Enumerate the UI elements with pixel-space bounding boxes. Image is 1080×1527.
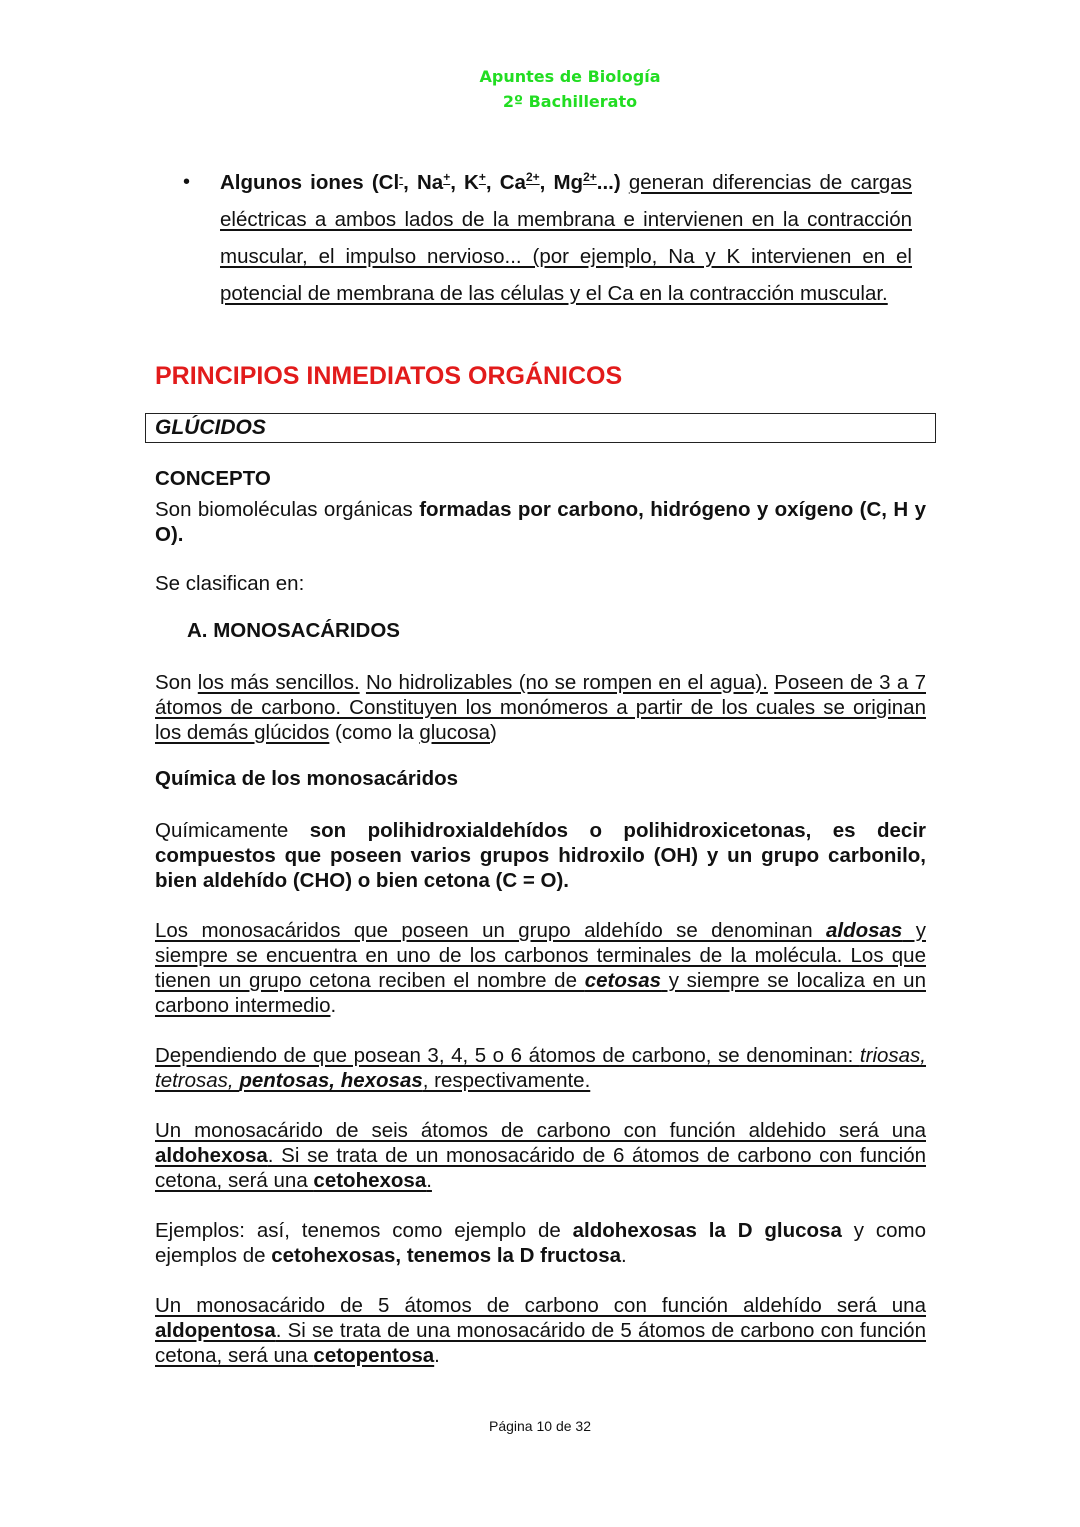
header-title: Apuntes de Biología xyxy=(479,67,661,86)
text-segment: triosas, tetrosas, xyxy=(155,1044,926,1092)
text-segment: . xyxy=(434,1344,440,1367)
text-segment: aldopentosa xyxy=(155,1319,276,1342)
concepto-heading: CONCEPTO xyxy=(155,467,271,490)
text-segment: y siempre se localiza en un carbono intermedio xyxy=(155,969,926,1017)
text-segment: Los monosacáridos que poseen un grupo aldehído se denominan xyxy=(155,919,826,942)
paragraph xyxy=(155,918,926,1018)
text-segment: aldohexosas la D glucosa xyxy=(572,1219,842,1242)
text-segment: Químicamente xyxy=(155,819,310,842)
quimica-heading: Química de los monosacáridos xyxy=(155,767,459,790)
text-segment: glucosa xyxy=(419,721,491,744)
text-segment: Se clasifican en: xyxy=(155,572,305,595)
text-segment: Ejemplos: así, tenemos como ejemplo de xyxy=(155,1219,573,1242)
text-segment: , Mg xyxy=(539,171,584,194)
page-number: Página 10 de 32 xyxy=(489,1418,591,1434)
paragraph xyxy=(155,1218,926,1268)
text-segment xyxy=(621,171,629,194)
text-segment: Algunos iones (Cl xyxy=(220,171,400,194)
bullet-icon: • xyxy=(183,171,191,193)
text-segment: 2+ xyxy=(583,170,597,185)
paragraph xyxy=(155,1043,926,1093)
monosacaridos-paragraph xyxy=(155,670,926,745)
text-segment: generan diferencias de cargas eléctricas a ambos lados de la membrana e intervienen en la contracción muscular, el impulso nervioso... (por ejemplo, Na y K intervienen en el potencial de membrana de las células y el Ca en la contracción muscular. xyxy=(220,171,912,305)
section-title: PRINCIPIOS INMEDIATOS ORGÁNICOS xyxy=(155,362,623,390)
text-segment: Son xyxy=(155,671,198,694)
text-segment: cetopentosa xyxy=(313,1344,435,1367)
text-segment: cetohexosa xyxy=(313,1169,427,1192)
text-segment: Un monosacárido de 5 átomos de carbono con función aldehído será una xyxy=(155,1294,926,1317)
text-segment: formadas por carbono, hidrógeno y oxígeno (C, H y O). xyxy=(155,498,926,546)
text-segment: aldohexosa xyxy=(155,1144,268,1167)
text-segment: los más sencillos. xyxy=(197,671,360,694)
text-segment: son polihidroxialdehídos o polihidroxicetonas, es decir compuestos que poseen varios grupos hidroxilo (OH) y un grupo carbonilo, bien aldehído (CHO) o bien cetona (C = O). xyxy=(155,819,926,892)
text-segment: ) xyxy=(490,721,497,744)
text-segment: , K xyxy=(450,171,479,194)
text-segment: - xyxy=(399,170,404,185)
subsection-box xyxy=(145,413,936,443)
paragraph xyxy=(155,1118,926,1193)
text-segment: No hidrolizables (no se rompen en el agua). xyxy=(365,671,768,694)
text-segment: 2+ xyxy=(525,170,540,185)
text-segment: y como ejemplos de xyxy=(155,1219,926,1267)
paragraph xyxy=(155,818,926,893)
concepto-paragraph xyxy=(155,497,926,547)
header-subtitle: 2º Bachillerato xyxy=(502,92,638,111)
text-segment: pentosas, hexosas xyxy=(239,1069,423,1092)
text-segment: ...) xyxy=(596,171,621,194)
subsection-title: GLÚCIDOS xyxy=(155,416,266,439)
text-segment: y siempre se encuentra en uno de los carbonos terminales de la molécula. Los que tienen un grupo cetona reciben el nombre de xyxy=(155,919,926,992)
paragraph xyxy=(155,1293,926,1368)
text-segment: + xyxy=(443,170,451,185)
text-segment: . Si se trata de un monosacárido de 6 átomos de carbono con función cetona, será una xyxy=(155,1144,926,1192)
text-segment: + xyxy=(478,170,486,185)
ions-paragraph xyxy=(220,164,912,312)
text-segment: (como la xyxy=(329,721,420,744)
text-segment: Poseen de 3 a 7 átomos de carbono. Constituyen los monómeros a partir de los cuales se originan los demás glúcidos xyxy=(155,671,926,744)
text-segment: , Na xyxy=(403,171,444,194)
text-segment: cetohexosas, tenemos la D fructosa xyxy=(271,1244,621,1267)
text-segment: Un monosacárido de seis átomos de carbono con función aldehido será una xyxy=(155,1119,926,1142)
text-segment: . Si se trata de una monosacárido de 5 átomos de carbono con función cetona, será una xyxy=(155,1319,926,1367)
text-segment: . xyxy=(621,1244,627,1267)
text-segment: . xyxy=(330,994,337,1017)
text-segment: , respectivamente. xyxy=(422,1069,591,1092)
text-segment: cetosas xyxy=(584,969,662,992)
monosacaridos-heading: A. MONOSACÁRIDOS xyxy=(187,619,400,642)
text-segment: , Ca xyxy=(485,171,526,194)
text-segment: aldosas xyxy=(825,919,903,942)
clasifican-paragraph xyxy=(155,571,926,596)
text-segment: Son biomoléculas orgánicas xyxy=(155,498,420,521)
text-segment: . xyxy=(426,1169,432,1192)
text-segment: Dependiendo de que posean 3, 4, 5 o 6 átomos de carbono, se denominan: xyxy=(155,1044,860,1067)
